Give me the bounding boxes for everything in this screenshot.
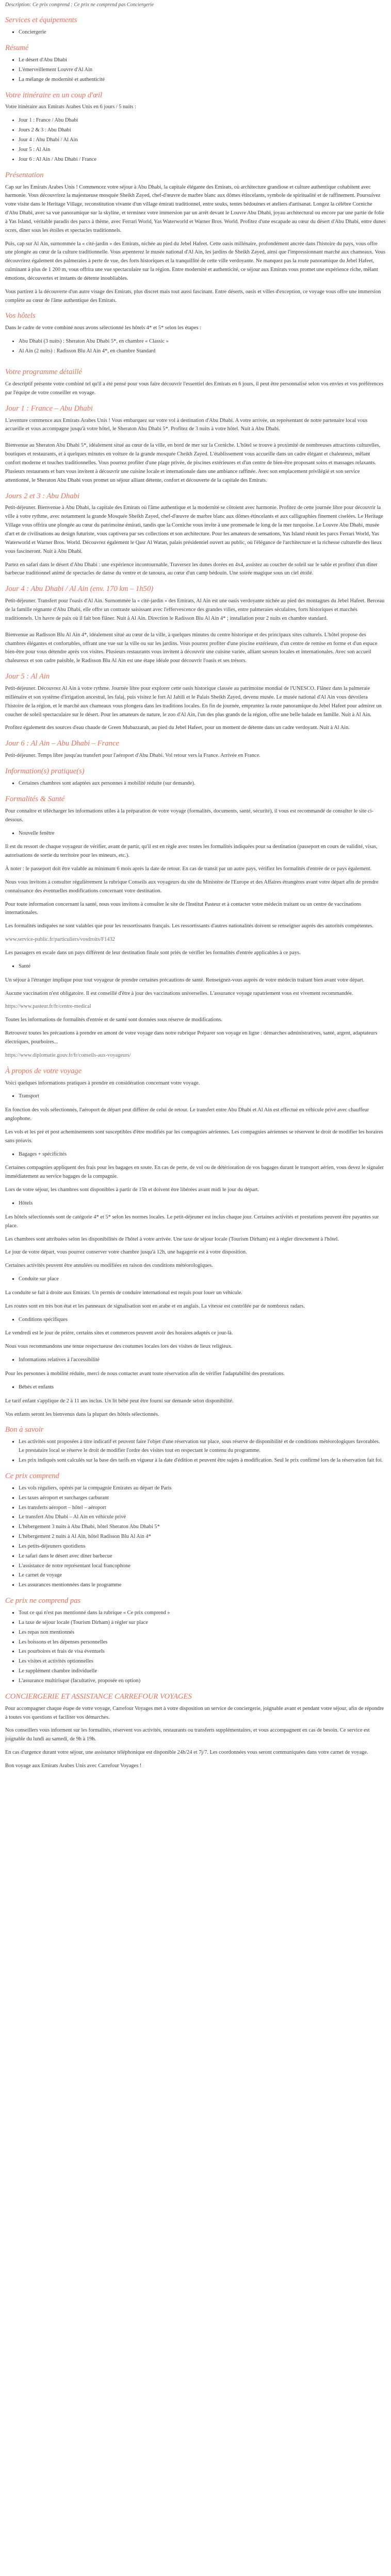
conciergerie-paragraph: Bon voyage aux Emirats Arabes Unis avec Carrefour Voyages !: [5, 1763, 142, 1769]
list-item: ▪ L'assurance multirisque (facultative, proposée en option): [19, 1677, 386, 1686]
prix-comprend-list: [5, 1484, 386, 1590]
day4-heading: Jour 4 : Abu Dhabi / Al Ain (env. 170 km – 1h50): [5, 585, 154, 594]
day23-paragraph: Petit-déjeuner. Bienvenue à Abu Dhabi, la capitale des Emirats où l'âme authentique et la modernité se côtoient avec harmonie. Profitez de cette journée libre pour découvrir la ville à votre rythme, avec notamment la grande Mosquée Sheikh Zayed, chef-d'œuvre de marbre blanc aux dômes étincelants et aux calligraphies finement ciselées. Le Heritage Village vous offrira une plongée au cœur du patrimoine émirati, tandis que la Corniche vous invite à une promenade le long de la mer turquoise. Le Louvre Abu Dhabi, musée d'art et de civilisations au design futuriste, vous captivera par ses collections et son architecture. Pour les amateurs de sensations, Yas Island réunit les parcs Ferrari World, Yas Waterworld et Warner Bros. World. Découvrez également le Qasr Al Watan, palais présidentiel ouvert au public, où l'élégance de l'architecture et la richesse culturelle des lieux vous fascineront. Nuit à Abu Dhabi.: [5, 505, 383, 554]
resume-list: [5, 56, 386, 84]
list-item: ▪ Les activités sont proposées à titre indicatif et peuvent faire l'objet d'une réservation sur place, sous réserve de disponibilité et de conditions météorologiques favorables. Le prestataire local se réserve le droit de modifier l'ordre des visites tout en respectant le contenu du programme.: [19, 1438, 386, 1455]
bonasavoir-heading: Bon à savoir: [5, 1426, 44, 1434]
list-item: ▪ L'émerveillement Louvre d'Al Ain: [19, 66, 386, 75]
list-item: ▪ Les assurances mentionnées dans le programme: [19, 1581, 386, 1590]
list-item: • Jour 5 : Al Ain: [19, 146, 386, 155]
formalites-link[interactable]: www.service-public.fr/particuliers/vosdroits/F1432: [5, 937, 115, 943]
formalites-paragraph: Il est du ressort de chaque voyageur de vérifier, avant de partir, qu'il est en règle avec toutes les formalités indiquées pour sa destination (passeport en cours de validité, visas, autorisations de sortie du territoire pour les mineurs, etc.).: [5, 844, 378, 859]
apropos-paragraph: Les hôtels sélectionnés sont de catégorie 4* et 5* selon les normes locales. Le petit-déjeuner est inclus chaque jour. Certaines activités et prestations peuvent être payantes sur place.: [5, 1214, 379, 1229]
formalites-paragraph: Les passagers en escale dans un pays différent de leur destination finale sont priés de vérifier les formalités d'entrée applicables à ce pays.: [5, 950, 301, 956]
bonasavoir-list: [5, 1438, 386, 1465]
day5-heading: Jour 5 : Al Ain: [5, 672, 50, 681]
prix-ne-comprend-list: [5, 1609, 386, 1686]
conciergerie-paragraph: Nos conseillers vous informent sur les formalités, réservent vos activités, restaurants ou transferts supplémentaires, et vous accompagnent en cas de besoin. Ce service est joignable du lundi au samedi, de 9h à 19h.: [5, 1727, 370, 1742]
apropos-paragraph: En fonction des vols sélectionnés, l'aéroport de départ peut différer de celui de retour. Le transfert entre Abu Dhabi et Al Ain est effectué en véhicule privé avec chauffeur anglophone.: [5, 1107, 369, 1122]
list-item: • Jours 2 & 3 : Abu Dhabi: [19, 126, 386, 135]
apropos-list: [5, 1199, 386, 1208]
list-item: ▪ Les boissons et les dépenses personnelles: [19, 1638, 386, 1647]
list-item: ▪ Le supplément chambre individuelle: [19, 1667, 386, 1676]
services-list: [5, 28, 386, 37]
presentation-heading: Présentation: [5, 171, 44, 179]
conciergerie-paragraph: En cas d'urgence durant votre séjour, une assistance téléphonique est disponible 24h/24 et 7j/7. Les coordonnées vous seront communiquées dans votre carnet de voyage.: [5, 1750, 368, 1756]
itinerary-intro: Votre itinéraire aux Emirats Arabes Unis en 6 jours / 5 nuits :: [5, 104, 136, 110]
apropos-paragraph: Les routes sont en très bon état et les panneaux de signalisation sont en arabe et en anglais. La vitesse est contrôlée par de nombreux radars.: [5, 1303, 305, 1309]
formalites-paragraph: Nous vous invitons à consulter régulièrement la rubrique Conseils aux voyageurs du site du Ministère de l'Europe et des Affaires étrangères avant votre départ afin de prendre connaissance des éventuelles modifications concernant votre destination.: [5, 879, 379, 894]
list-item: ▪ Santé: [19, 962, 386, 971]
apropos-paragraph: Le jour de votre départ, vous pourrez conserver votre chambre jusqu'à 12h, une bagagerie est à votre disposition.: [5, 1249, 247, 1256]
formalites-paragraph: Un séjour à l'étranger implique pour tout voyageur de prendre certaines précautions de santé. Renseignez-vous auprès de votre médecin traitant bien avant votre départ.: [5, 977, 365, 983]
info-heading: Information(s) pratique(s): [5, 767, 85, 776]
list-item: ▪ L'assistance de notre représentant local francophone: [19, 1562, 386, 1571]
apropos-paragraph: Lors de votre séjour, les chambres sont disponibles à partir de 15h et doivent être libérées avant midi le jour du départ.: [5, 1187, 259, 1193]
list-item: • Jour 4 : Abu Dhabi / Al Ain: [19, 136, 386, 145]
hotels-intro: Dans le cadre de votre combiné nous avons sélectionné les hôtels 4* et 5* selon les étapes :: [5, 325, 202, 331]
list-item: ▪ Conciergerie: [19, 28, 386, 37]
presentation-paragraph: Puis, cap sur Al Ain, surnommée la « cité-jardin » des Emirats, nichée au pied du Jebel Hafeet. Cette oasis millénaire, profondément ancrée dans l'histoire du pays, vous offre une plongée au cœur de la culture traditionnelle. Vous arpenterez le musée national d'Al Ain, les jardins de Sheikh Zayed, ainsi que l'impressionnant marché aux chameaux. Vous découvrirez également des palmeraies à perte de vue, des forts historiques et la tranquillité de cette ville verdoyante. Ne manquez pas la route panoramique du Jebel Hafeet, culminant à plus de 1 200 m, vous offrira une vue spectaculaire sur la région. Entre modernité et authenticité, ce séjour aux Emirats vous promet une expérience riche, mêlant émotions, découvertes et instants de détente inoubliables.: [5, 241, 386, 281]
prix-comprend-heading: Ce prix comprend: [5, 1471, 59, 1480]
resume-heading: Résumé: [5, 44, 29, 52]
list-item: ▪ La taxe de séjour locale (Tourism Dirham) à régler sur place: [19, 1619, 386, 1628]
list-item: • Jour 6 : Al Ain / Abu Dhabi / France: [19, 156, 386, 164]
list-item: ▪ Les repas non mentionnés: [19, 1629, 386, 1637]
list-item: • Abu Dhabi (3 nuits) : Sheraton Abu Dhabi 5*, en chambre « Classic »: [19, 337, 386, 346]
apropos-paragraph: Nous vous recommandons une tenue respectueuse des coutumes locales lors des visites de lieux religieux.: [5, 1344, 233, 1350]
day23-paragraph: Partez en safari dans le désert d'Abu Dhabi : une expérience incontournable. Traversez les dunes dorées en 4x4, assistez au coucher de soleil sur le sable et profitez d'un dîner barbecue traditionnel animé de spectacles de danse du ventre et de tanoura, au cœur d'un camp bédouin. Une soirée magique sous un ciel étoilé.: [5, 562, 378, 577]
list-item: ▪ Tout ce qui n'est pas mentionné dans la rubrique « Ce prix comprend »: [19, 1609, 386, 1618]
conciergerie-heading: CONCIERGERIE ET ASSISTANCE CARREFOUR VOYAGES: [5, 1692, 192, 1701]
apropos-paragraph: Le tarif enfant s'applique de 2 à 11 ans inclus. Un lit bébé peut être fourni sur demande selon disponibilité.: [5, 1398, 234, 1404]
list-item: ▪ Transport: [19, 1092, 386, 1101]
formalites-link[interactable]: https://www.pasteur.fr/fr/centre-medical: [5, 1004, 91, 1010]
list-item: ▪ Conditions spécifiques: [19, 1316, 386, 1325]
list-item: ▪ L'hébergement 2 nuits à Al Ain, hôtel Radisson Blu Al Ain 4*: [19, 1533, 386, 1541]
apropos-list: [5, 1092, 386, 1101]
apropos-list: [5, 1316, 386, 1325]
list-item: ▪ Bébés et enfants: [19, 1383, 386, 1392]
list-item: ▪ Le safari dans le désert avec dîner barbecue: [19, 1552, 386, 1561]
presentation-paragraph: Vous partirez à la découverte d'un autre visage des Emirats, plus discret mais tout aussi fascinant. Entre déserts, oasis et villes d'exception, ce voyage vous offre une immersion complète au cœur de l'âme authentique des Emirats.: [5, 289, 381, 303]
apropos-paragraph: Les chambres sont attribuées selon les disponibilités de l'hôtel à votre arrivée. Une taxe de séjour locale (Tourism Dirham) est à régler directement à l'hôtel.: [5, 1236, 339, 1242]
formalites-paragraph: Retrouvez toutes les précautions à prendre en amont de votre voyage dans notre rubrique Préparer son voyage en ligne : démarches administratives, santé, argent, adaptateurs électriques, pourboires...: [5, 1030, 378, 1045]
apropos-paragraph: Certaines activités peuvent être annulées ou modifiées en raison des conditions météorologiques.: [5, 1263, 213, 1269]
list-item: ▪ Le carnet de voyage: [19, 1571, 386, 1580]
services-heading: Services et équipements: [5, 16, 77, 25]
formalites-paragraph: Toutes les informations de formalités d'entrée et de santé sont données sous réserve de modifications.: [5, 1017, 222, 1023]
list-item: ▪ Le transfert Abu Dhabi – Al Ain en véhicule privé: [19, 1513, 386, 1522]
formalites-list: [5, 962, 386, 971]
hotels-list: [5, 337, 386, 356]
apropos-list: [5, 1383, 386, 1392]
itinerary-heading: Votre itinéraire en un coup d'œil: [5, 91, 103, 99]
day1-hotel-paragraph: Bienvenue au Sheraton Abu Dhabi 5*, idéalement situé au cœur de la ville, en bord de mer sur la Corniche. L'hôtel se trouve à proximité de nombreuses attractions culturelles, boutiques et restaurants, et à quelques minutes en voiture de la grande mosquée Cheikh Zayed. L'établissement vous accueille dans un cadre élégant et chaleureux, mêlant confort moderne et touches traditionnelles. Vous pourrez profiter d'une plage privée, de piscines extérieures et d'un centre de bien-être proposant soins et massages relaxants. Plusieurs restaurants et bars vous invitent à découvrir une cuisine locale et internationale dans une ambiance raffinée. Avec son emplacement privilégié et son service attentionné, le Sheraton Abu Dhabi vous promet un séjour alliant détente, confort et découverte de la capitale des Emirats.: [5, 443, 381, 483]
list-item: ▪ Hôtels: [19, 1199, 386, 1208]
formalites-paragraph: À noter : le passeport doit être valable au minimum 6 mois après la date de retour. En cas de transit par un autre pays, vérifiez les formalités d'entrée de ce pays également.: [5, 866, 372, 872]
list-item: ▪ Les pourboires et frais de visa éventuels: [19, 1648, 386, 1656]
intro-note: Description: Ce prix comprend : Ce prix ne comprend pas Conciergerie: [5, 2, 154, 8]
day6-heading: Jour 6 : Al Ain – Abu Dhabi – France: [5, 739, 119, 748]
formalites-paragraph: Aucune vaccination n'est obligatoire. Il est conseillé d'être à jour des vaccinations universelles. L'assurance voyage rapatriement vous est vivement recommandée.: [5, 990, 353, 996]
list-item: ▪ Bagages + spécificités: [19, 1150, 386, 1159]
list-item: ▪ Les vols réguliers, opérés par la compagnie Emirates au départ de Paris: [19, 1484, 386, 1493]
apropos-paragraph: Pour les personnes à mobilité réduite, merci de nous contacter avant toute réservation afin de vérifier l'adaptabilité des prestations.: [5, 1370, 285, 1377]
list-item: • Jour 1 : France / Abu Dhabi: [19, 116, 386, 125]
apropos-paragraph: Les vols et les pré et post acheminements sont susceptibles d'être modifiés par les compagnies aériennes. Les compagnies aériennes se réservent le droit de modifier les horaires sans préavis.: [5, 1129, 383, 1144]
itinerary-list: [5, 116, 386, 164]
list-item: ▪ Les visites et activités optionnelles: [19, 1657, 386, 1666]
day1-heading: Jour 1 : France – Abu Dhabi: [5, 404, 93, 413]
day4-hotel-paragraph: Bienvenue au Radisson Blu Al Ain 4*, idéalement situé au cœur de la ville, à quelques minutes du centre historique et des principaux sites culturels. L'hôtel propose des chambres élégantes et confortables, offrant une vue sur la ville ou sur les jardins. Vous pourrez profiter d'une piscine extérieure, d'un centre de remise en forme et d'un espace bien-être pour vous détendre après vos visites. Plusieurs restaurants vous invitent à découvrir une cuisine variée, alliant saveurs locales et internationales. Avec son accueil chaleureux et son cadre paisible, le Radisson Blu Al Ain est une étape idéale pour découvrir l'oasis et ses trésors.: [5, 632, 378, 664]
list-item: ▪ Les taxes aéroport et surcharges carburant: [19, 1494, 386, 1503]
formalites-link[interactable]: ▪ Nouvelle fenêtre: [19, 829, 386, 838]
formalites-heading: Formalités & Santé: [5, 794, 65, 803]
formalites-link[interactable]: https://www.diplomatie.gouv.fr/fr/conseils-aux-voyageurs/: [5, 1052, 131, 1058]
formalites-paragraph: Pour toute information concernant la santé, nous vous invitons à consulter le site de l'Institut Pasteur et à contacter votre médecin traitant ou un centre de vaccinations internationales.: [5, 901, 362, 916]
day5-paragraph: Profitez également des sources d'eau chaude de Green Mubazzarah, au pied du Jebel Hafeet, pour un moment de détente dans un cadre verdoyant. Nuit à Al Ain.: [5, 725, 350, 731]
apropos-list: [5, 1275, 386, 1284]
day1-paragraph: L'aventure commence aux Emirats Arabes Unis ! Vous embarquez sur votre vol à destination d'Abu Dhabi. A votre arrivée, un représentant de notre partenaire local vous accueille et vous accompagne jusqu'à votre hôtel, le Sheraton Abu Dhabi 5*. Profitez de 3 nuits à votre hôtel. Nuit à Abu Dhabi.: [5, 417, 368, 432]
apropos-paragraph: Le vendredi est le jour de prière, certains sites et commerces peuvent avoir des horaires adaptés ce jour-là.: [5, 1330, 233, 1336]
list-item: • Al Ain (2 nuits) : Radisson Blu Al Ain 4*, en chambre Standard: [19, 347, 386, 356]
day4-paragraph: Petit-déjeuner. Transfert pour l'oasis d'Al Ain. Surnommée la « cité-jardin » des Emirats, Al Ain est une oasis verdoyante nichée au pied des montagnes du Jebel Hafeet. Berceau de la famille régnante d'Abu Dhabi, elle offre un contraste saisissant avec l'effervescence des grandes villes, entre palmeraies séculaires, forts historiques et marchés traditionnels. Un havre de paix où il fait bon flâner. Nuit à Al Ain. Direction le Radisson Blu Al Ain 4* ; installation pour 2 nuits en chambre standard.: [5, 598, 385, 621]
conciergerie-paragraph: Pour accompagner chaque étape de votre voyage, Carrefour Voyages met à votre disposition un service de conciergerie, joignable avant et pendant votre séjour, afin de répondre à toutes vos questions et faciliter vos démarches.: [5, 1705, 384, 1720]
apropos-list: [5, 1356, 386, 1365]
programme-heading: Votre programme détaillé: [5, 367, 82, 376]
apropos-paragraph: Certaines compagnies appliquent des frais pour les bagages en soute. En cas de perte, de vol ou de détérioration de vos bagages durant le transport aérien, vous devez le signaler immédiatement au service bagages de la compagnie.: [5, 1165, 384, 1180]
list-item: ▪ Les transferts aéroport – hôtel – aéroport: [19, 1504, 386, 1513]
list-item: ▪ Informations relatives à l'accessibilité: [19, 1356, 386, 1365]
info-list: [5, 779, 386, 788]
list-item: ▪ La mélange de modernité et authenticité: [19, 76, 386, 84]
formalites-paragraph: Pour connaître et télécharger les informations utiles à la préparation de votre voyage (formalités, documents, santé, sécurité), il vous est recommandé de consulter le site ci-dessous.: [5, 808, 373, 823]
apropos-paragraph: Vos enfants seront les bienvenus dans la plupart des hôtels sélectionnés.: [5, 1411, 159, 1417]
formalites-paragraph: Les formalités indiquées ne sont valables que pour les ressortissants français. Les ressortissants d'autres nationalités doivent se renseigner auprès des autorités compétentes.: [5, 923, 373, 929]
list-item: ▪ Conduite sur place: [19, 1275, 386, 1284]
list-item: ▪ Le désert d'Abu Dhabi: [19, 56, 386, 65]
programme-intro: Ce descriptif présente votre combiné tel qu'il a été pensé pour vous faire découvrir l'essentiel des Emirats en 6 jours, il peut être personnalisé selon vos envies et vos préférences par l'équipe de votre conseiller en voyage.: [5, 381, 384, 396]
list-item: ▪ Les prix indiqués sont calculés sur la base des tarifs en vigueur à la date d'édition et peuvent être sujets à modification. Seul le prix confirmé lors de la réservation fait foi.: [19, 1456, 386, 1465]
day5-paragraph: Petit-déjeuner. Découvrez Al Ain à votre rythme. Journée libre pour explorer cette oasis historique classée au patrimoine mondial de l'UNESCO. Flânez dans la palmeraie millénaire et son système d'irrigation ancestral, les falaj, puis visitez le fort Al Jahili et le Palais Sheikh Zayed, devenu musée. Le musée national d'Al Ain vous dévoilera l'histoire de la région, et le marché aux chameaux vous plongera dans les traditions locales. En fin de journée, empruntez la route panoramique du Jebel Hafeet pour admirer un coucher de soleil spectaculaire sur le désert. Pour les amateurs de nature, le zoo d'Al Ain, l'un des plus grands de la région, offre une belle balade en famille. Nuit à Al Ain.: [5, 686, 382, 718]
list-item: ▪ L'hébergement 3 nuits à Abu Dhabi, hôtel Sheraton Abu Dhabi 5*: [19, 1523, 386, 1532]
prix-ne-comprend-heading: Ce prix ne comprend pas: [5, 1597, 81, 1605]
day23-heading: Jours 2 et 3 : Abu Dhabi: [5, 492, 80, 500]
presentation-paragraph: Cap sur les Emirats Arabes Unis ! Commencez votre séjour à Abu Dhabi, la capitale élégante des Emirats, où architecture grandiose et culture authentique cohabitent avec harmonie. Vous découvrirez la majestueuse mosquée Sheikh Zayed, chef-d'œuvre de marbre blanc aux dômes étincelants, symbole de spiritualité et de raffinement. Poursuivez votre visite dans le Heritage Village, reconstitution vivante d'un village émirati traditionnel, entre souks, tentes bédouines et ateliers d'artisanat. Longez la célèbre Corniche d'Abu Dhabi, avec sa vue panoramique sur la skyline, et terminez votre immersion par un arrêt devant le Louvre Abu Dhabi, joyau architectural ou encore par une partie de folie à Yas Island, véritable paradis des parcs à thème, avec Ferrari World, Yas Waterworld et Warner Bros. World. Profitez d'une escapade au cœur du désert d'Abu Dhabi, entre dunes ocres, dîner sous les étoiles et spectacles traditionnels.: [5, 184, 386, 233]
list-item: ▪ Certaines chambres sont adaptées aux personnes à mobilité réduite (sur demande).: [19, 779, 386, 788]
apropos-heading: À propos de votre voyage: [5, 1066, 82, 1075]
apropos-paragraph: La conduite se fait à droite aux Emirats. Un permis de conduire international est requis pour louer un véhicule.: [5, 1290, 242, 1296]
formalites-list: [5, 829, 386, 838]
apropos-list: [5, 1150, 386, 1159]
hotels-heading: Vos hôtels: [5, 312, 36, 320]
day6-paragraph: Petit-déjeuner. Temps libre jusqu'au transfert pour l'aéroport d'Abu Dhabi. Vol retour vers la France. Arrivée en France.: [5, 753, 260, 759]
apropos-paragraph: Voici quelques informations pratiques à prendre en considération concernant votre voyage.: [5, 1080, 200, 1086]
list-item: ▪ Les petits-déjeuners quotidiens: [19, 1543, 386, 1551]
